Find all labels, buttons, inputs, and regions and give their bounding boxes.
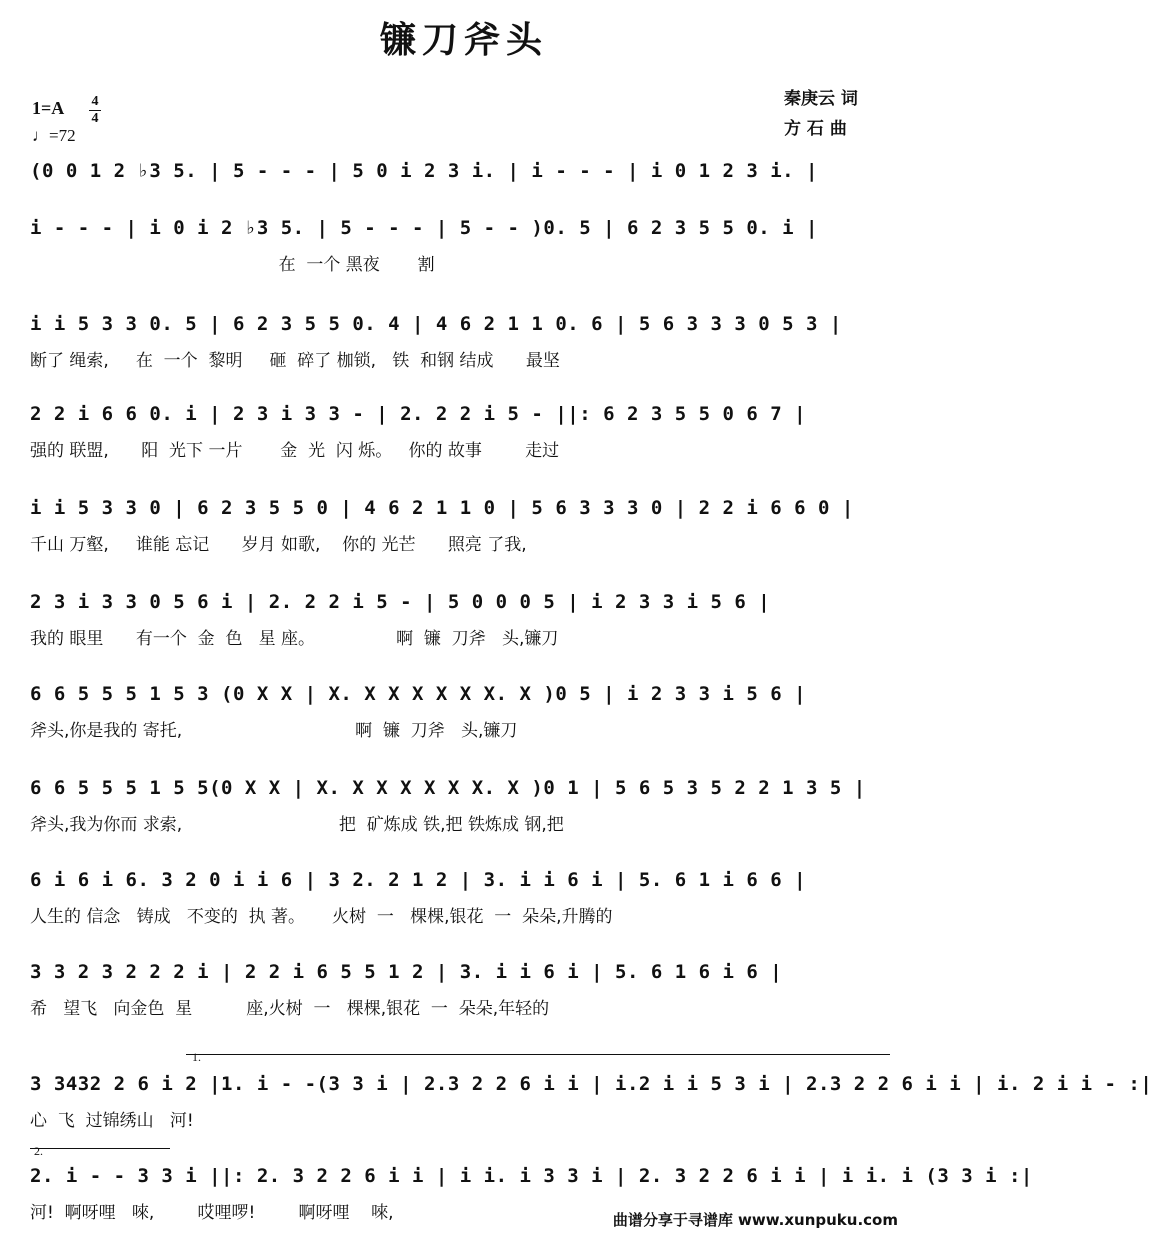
notation-line: 2. i - - 3 3 i ||: 2. 3 2 2 6 i i | i i. i 3 3 i | 2. 3 2 2 6 i i | i i. i (3 3 i :| (30, 1165, 1033, 1187)
lyrics-line: 人生的 信念 铸成 不变的 执 著。 火树 一 棵棵,银花 一 朵朵,升腾的 (30, 907, 613, 927)
song-title: 镰刀斧头 (379, 19, 548, 61)
score-system-11 (30, 1050, 1152, 1134)
watermark-footer: 曲谱分享于寻谱库 www.xunpuku.com (612, 1211, 898, 1229)
lyrics-line: 斧头,我为你而 求索, 把 矿炼成 铁,把 铁炼成 钢,把 (30, 815, 564, 835)
notation-line: 3 3432 2 6 i 2 |1. i - -(3 3 i | 2.3 2 2 6 i i | i.2 i i 5 3 i | 2.3 2 2 6 i i | i. 2 i i - :| (30, 1073, 1152, 1095)
volta-first-bracket (186, 1054, 890, 1055)
notation-line: 6 i 6 i 6. 3 2 0 i i 6 | 3 2. 2 1 2 | 3. i i 6 i | 5. 6 1 i 6 6 | (30, 869, 807, 891)
volta-first-ending: 1. (192, 1050, 201, 1064)
lyrics-line: 断了 绳索, 在 一个 黎明 砸 碎了 枷锁, 铁 和钢 结成 最坚 (30, 351, 560, 371)
score-system-2 (30, 212, 892, 278)
notation-line: 3 3 2 3 2 2 2 i | 2 2 i 6 5 5 1 2 | 3. i i 6 i | 5. 6 1 6 i 6 | (30, 961, 783, 983)
notation-line: 2 3 i 3 3 0 5 6 i | 2. 2 2 i 5 - | 5 0 0 0 5 | i 2 3 3 i 5 6 | (30, 591, 771, 613)
key-signature: 1=A (32, 98, 65, 118)
notation-line: 6 6 5 5 5 1 5 5(0 X X | X. X X X X X X. X )0 1 | 5 6 5 3 5 2 2 1 3 5 | (30, 777, 866, 799)
lyrics-line: 河! 啊呀哩 唻, 哎哩啰! 啊呀哩 唻, (30, 1203, 394, 1223)
lyrics-line: 斧头,你是我的 寄托, 啊 镰 刀斧 头,镰刀 (30, 721, 518, 741)
score-system-5 (30, 492, 892, 558)
tempo-marking: ♩=72 (32, 126, 76, 145)
credits (784, 84, 858, 144)
meter-top: 4 (91, 94, 99, 109)
score-system-9 (30, 864, 892, 930)
score-system-8 (30, 772, 892, 838)
lyrics-line: 希 望飞 向金色 星 座,火树 一 棵棵,银花 一 朵朵,年轻的 (30, 999, 550, 1019)
notation-line: i i 5 3 3 0 | 6 2 3 5 5 0 | 4 6 2 1 1 0 | 5 6 3 3 3 0 | 2 2 i 6 6 0 | (30, 497, 854, 519)
lyrics-line: 在 一个 黑夜 割 (30, 255, 435, 275)
lyrics-line: 我的 眼里 有一个 金 色 星 座。 啊 镰 刀斧 头,镰刀 (30, 629, 559, 649)
volta-second-bracket (30, 1148, 170, 1149)
lyrics-line: 强的 联盟, 阳 光下 一片 金 光 闪 烁。 你的 故事 走过 (30, 441, 560, 461)
score-system-7 (30, 678, 892, 744)
lyrics-line: 千山 万壑, 谁能 忘记 岁月 如歌, 你的 光芒 照亮 了我, (30, 535, 527, 555)
score-system-3 (30, 308, 892, 374)
score-system-10 (30, 956, 892, 1022)
notation-line: (0 0 1 2 ♭3 5. | 5 - - - | 5 0 i 2 3 i. | i - - - | i 0 1 2 3 i. | (30, 160, 818, 182)
score-system-6 (30, 586, 892, 652)
meter-bottom: 4 (91, 111, 99, 126)
lyrics-line: 心 飞 过锦绣山 河! (30, 1111, 194, 1131)
volta-second-ending: 2. (34, 1144, 43, 1158)
composer-credit: 方 石 曲 (784, 119, 847, 139)
notation-line: 2 2 i 6 6 0. i | 2 3 i 3 3 - | 2. 2 2 i 5 - ||: 6 2 3 5 5 0 6 7 | (30, 403, 807, 425)
notation-line: i - - - | i 0 i 2 ♭3 5. | 5 - - - | 5 - - )0. 5 | 6 2 3 5 5 0. i | (30, 217, 818, 239)
lyricist-credit: 秦庚云 词 (784, 89, 858, 109)
notation-line: i i 5 3 3 0. 5 | 6 2 3 5 5 0. 4 | 4 6 2 1 1 0. 6 | 5 6 3 3 3 0 5 3 | (30, 313, 842, 335)
score-system-4 (30, 398, 892, 464)
time-signature (88, 94, 102, 127)
notation-line: 6 6 5 5 5 1 5 3 (0 X X | X. X X X X X X. X )0 5 | i 2 3 3 i 5 6 | (30, 683, 807, 705)
